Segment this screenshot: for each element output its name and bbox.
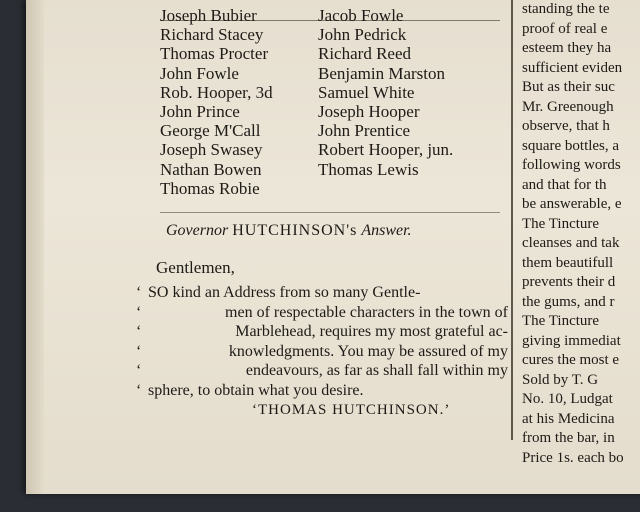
right-column-line: standing the te [522, 1, 610, 17]
section-rule [160, 212, 500, 213]
body-line [136, 342, 508, 362]
right-column-line: and that for th [522, 176, 607, 193]
right-column-line: But as their suc [522, 79, 615, 95]
name-row [160, 83, 500, 102]
name-row [160, 179, 500, 198]
signature [252, 402, 450, 419]
body-line-text: men of respectable characters in the town of [225, 303, 508, 321]
body-line-text: Marblehead, requires my most grateful ac- [235, 323, 508, 340]
name-left: Thomas Procter [160, 44, 269, 64]
body-line [136, 322, 508, 342]
answer-body [136, 283, 508, 400]
name-row [160, 25, 500, 44]
quote-mark: ’ [444, 402, 451, 418]
name-row [160, 160, 500, 179]
salutation: Gentlemen, [156, 258, 235, 277]
quote-mark: ‘ [136, 284, 142, 301]
right-column-line: sufficient eviden [522, 59, 623, 76]
column-rule [511, 0, 513, 440]
body-line [136, 361, 508, 381]
answer-heading [166, 222, 506, 240]
heading-suffix: Answer. [361, 222, 412, 239]
body-line [136, 303, 508, 323]
quote-mark: ‘ [136, 342, 142, 360]
name-right: Thomas Lewis [318, 159, 419, 179]
right-column-line: The Tincture [522, 215, 600, 232]
right-column-line: cures the most e [522, 352, 620, 368]
name-left: Joseph Swasey [160, 140, 263, 160]
right-column-line: from the bar, in [522, 430, 615, 446]
right-column-line: The Tincture [522, 313, 600, 329]
quote-mark: ‘ [136, 381, 142, 399]
right-column-advertisement [522, 0, 640, 468]
right-column-line: be answerable, e [522, 196, 622, 212]
name-left: Rob. Hooper, 3d [160, 82, 273, 102]
name-right: Joseph Hooper [318, 102, 420, 122]
name-row [160, 102, 500, 121]
right-column-line: cleanses and tak [522, 235, 620, 251]
name-right: Robert Hooper, jun. [318, 140, 454, 160]
right-column-line: proof of real e [522, 20, 608, 37]
right-column-line: No. 10, Ludgat [522, 391, 613, 407]
right-column-line: square bottles, a [522, 137, 620, 154]
right-column-line: at his Medicina [522, 410, 615, 427]
right-column-line: Mr. Greenough [522, 98, 614, 115]
right-column-line: the gums, and r [522, 293, 615, 310]
name-right: John Pedrick [318, 25, 407, 45]
body-line [136, 283, 508, 303]
name-right: Jacob Fowle [318, 6, 404, 25]
right-column-line: them beautifull [522, 254, 614, 271]
right-column-line: Sold by T. G [522, 371, 599, 388]
name-right [318, 179, 500, 198]
right-column-line: giving immediat [522, 332, 621, 349]
name-right: John Prentice [318, 121, 411, 141]
name-row [160, 44, 500, 63]
name-row [160, 121, 500, 140]
body-line-text: endeavours, as far as shall fall within my [245, 362, 508, 379]
name-right: Richard Reed [318, 44, 411, 64]
quote-mark: ‘ [136, 323, 142, 340]
name-left: Richard Stacey [160, 25, 264, 45]
right-column-line: following words [522, 157, 621, 173]
subscriber-names-list [160, 6, 500, 198]
body-line-text: knowledgments. You may be assured of my [228, 342, 508, 360]
name-left: John Prince [160, 102, 240, 122]
body-line-text: sphere, to obtain what you desire. [148, 381, 364, 399]
body-line-text: SO kind an Address from so many Gentle- [148, 284, 421, 301]
heading-prefix: Governor [166, 222, 229, 239]
right-column-line: esteem they ha [522, 40, 612, 56]
quote-mark: ‘ [136, 362, 142, 379]
heading-name: HUTCHINSON's [232, 222, 358, 239]
right-column-line: observe, that h [522, 118, 610, 134]
quote-mark: ‘ [252, 402, 258, 418]
name-left: Nathan Bowen [160, 159, 262, 179]
name-left: George M'Call [160, 121, 261, 141]
right-column-line: Price 1s. each bo [522, 449, 624, 466]
body-line [136, 381, 508, 401]
right-column-line: prevents their d [522, 274, 616, 290]
name-left: Joseph Bubier [160, 6, 257, 25]
name-left: Thomas Robie [160, 178, 260, 198]
signature-text: THOMAS HUTCHINSON. [258, 402, 445, 418]
name-row [160, 140, 500, 159]
name-row [160, 64, 500, 83]
name-left: John Fowle [160, 63, 239, 83]
quote-mark: ‘ [136, 303, 142, 321]
name-right: Samuel White [318, 82, 415, 102]
name-right: Benjamin Marston [318, 63, 446, 83]
page-fold-shadow [26, 0, 44, 494]
name-row [160, 6, 500, 25]
